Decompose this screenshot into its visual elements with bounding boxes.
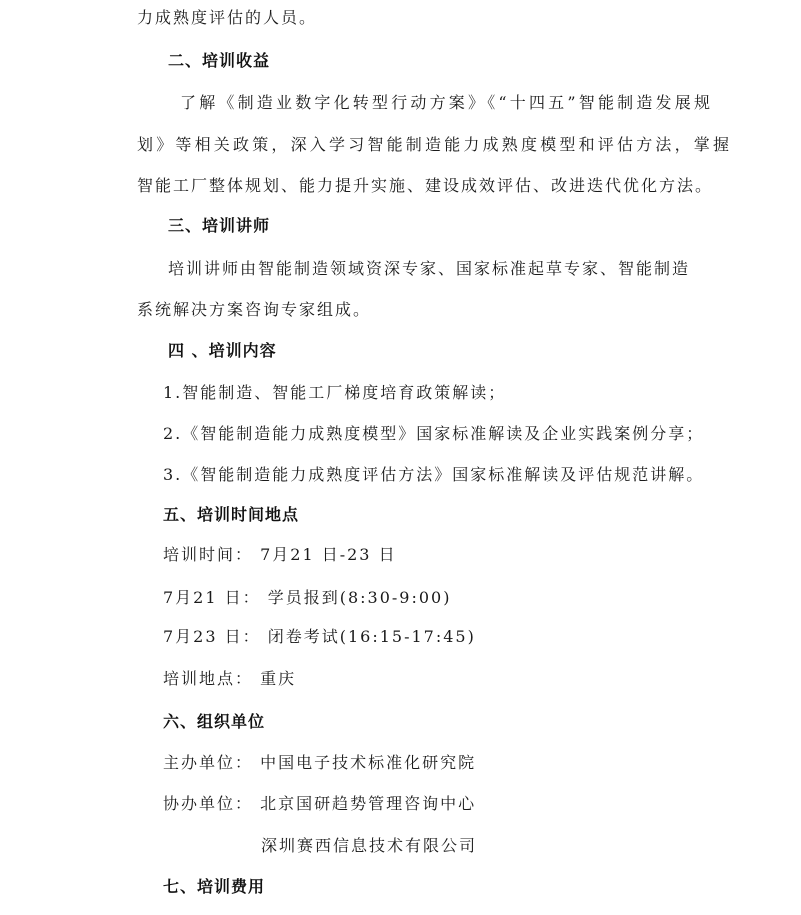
content-list-item: 3.《智能制造能力成熟度评估方法》国家标准解读及评估规范讲解。 xyxy=(163,465,705,484)
benefits-paragraph-line: 了解《制造业数字化转型行动方案》《“十四五”智能制造发展规 xyxy=(180,93,714,112)
benefits-paragraph-line: 划》等相关政策，深入学习智能制造能力成熟度模型和评估方法，掌握 xyxy=(137,135,733,154)
section-heading-content: 四 、培训内容 xyxy=(168,341,277,360)
section-heading-lecturers: 三、培训讲师 xyxy=(168,216,271,235)
benefits-paragraph-line: 智能工厂整体规划、能力提升实施、建设成效评估、改进迭代优化方法。 xyxy=(137,176,714,195)
lecturers-paragraph-line: 培训讲师由智能制造领域资深专家、国家标准起草专家、智能制造 xyxy=(168,259,691,278)
exam-date-line: 7月23 日： 闭卷考试(16:15-17:45) xyxy=(163,627,476,646)
host-organizer-line: 主办单位： 中国电子技术标准化研究院 xyxy=(163,753,477,772)
section-heading-benefits: 二、培训收益 xyxy=(168,51,271,70)
training-location-line: 培训地点： 重庆 xyxy=(163,669,297,688)
training-time-line: 培训时间： 7月21 日-23 日 xyxy=(163,545,397,564)
co-host-organizer-line: 协办单位： 北京国研趋势管理咨询中心 xyxy=(163,794,477,813)
intro-tail-text: 力成熟度评估的人员。 xyxy=(137,8,318,27)
registration-date-line: 7月21 日： 学员报到(8:30-9:00) xyxy=(163,588,452,607)
content-list-item: 1.智能制造、智能工厂梯度培育政策解读； xyxy=(163,383,507,402)
section-heading-time-place: 五、培训时间地点 xyxy=(163,505,300,524)
content-list-item: 2.《智能制造能力成熟度模型》国家标准解读及企业实践案例分享； xyxy=(163,424,705,443)
section-heading-fees: 七、培训费用 xyxy=(163,877,266,896)
lecturers-paragraph-line: 系统解决方案咨询专家组成。 xyxy=(137,300,372,319)
section-heading-organizers: 六、组织单位 xyxy=(163,712,266,731)
co-host-organizer-line-2: 深圳赛西信息技术有限公司 xyxy=(261,836,478,855)
